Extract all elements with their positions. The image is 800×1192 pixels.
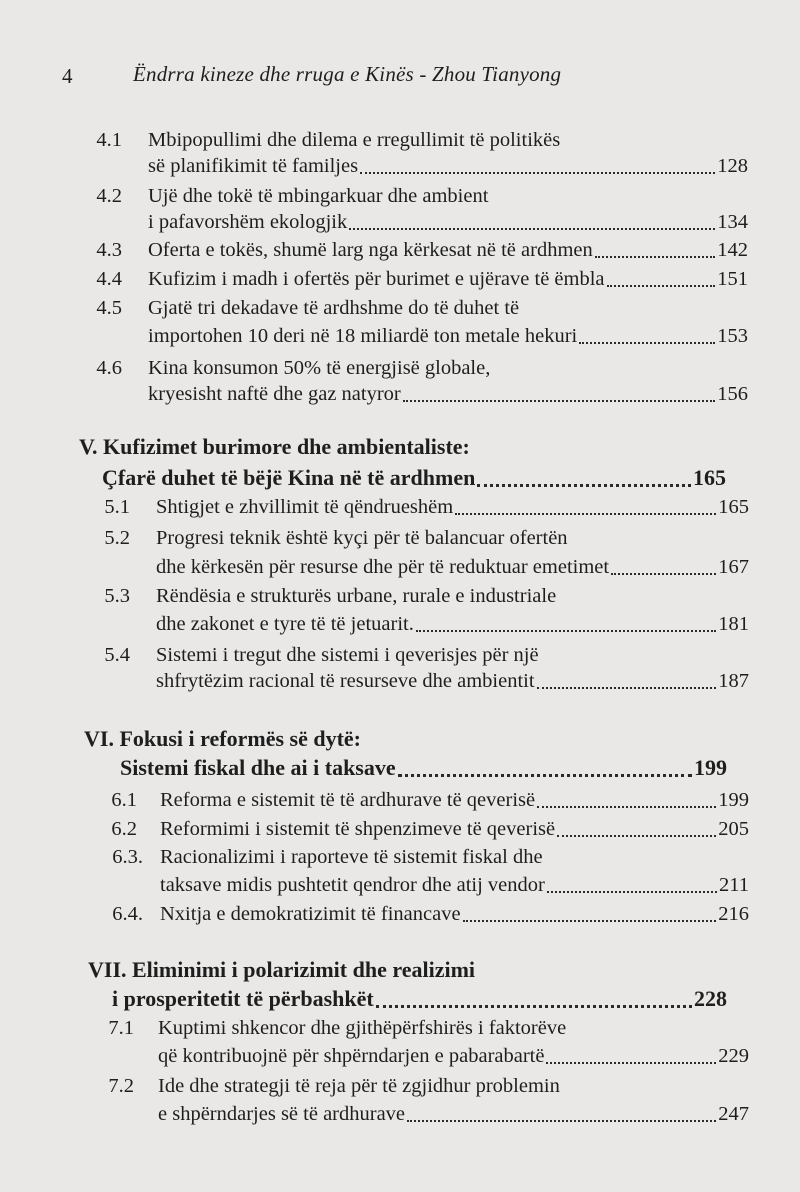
toc-entry-number: 5.1 [104, 496, 130, 518]
toc-entry-number: 5.3 [104, 585, 130, 607]
chapter-page-number: 199 [694, 755, 727, 780]
toc-entry-text: Sistemi i tregut dhe sistemi i qeverisjes për një [156, 644, 539, 666]
toc-entry-4-5-line2[interactable] [148, 322, 748, 350]
toc-entry-4-4[interactable] [96, 265, 748, 293]
toc-page-number: 247 [718, 1103, 749, 1125]
toc-entry-6-1[interactable] [111, 786, 749, 814]
toc-entry-number: 4.4 [96, 268, 122, 290]
toc-entry-5-3-line1 [104, 582, 557, 610]
toc-entry-4-6-line2[interactable] [148, 380, 748, 408]
toc-entry-text: Reforma e sistemit të të ardhurave të qeverisë [160, 789, 536, 811]
toc-entry-7-1-line2[interactable] [158, 1042, 749, 1070]
toc-entry-5-4-line1 [104, 641, 539, 669]
leader-dots [463, 920, 717, 922]
toc-entry-text: kryesisht naftë dhe gaz natyror [148, 383, 401, 405]
leader-dots [557, 835, 716, 837]
toc-entry-5-2-line2[interactable] [156, 553, 749, 581]
toc-entry-number: 6.4. [112, 903, 143, 925]
toc-entry-text: Kuptimi shkencor dhe gjithëpërfshirës i faktorëve [158, 1017, 567, 1039]
toc-entry-5-2-line1 [104, 524, 568, 552]
toc-page-number: 199 [718, 789, 749, 811]
toc-entry-4-5-line1 [96, 294, 520, 322]
toc-entry-text: dhe zakonet e tyre të të jetuarit. [156, 613, 414, 635]
leader-dots [611, 573, 716, 575]
toc-page-number: 187 [718, 670, 749, 692]
toc-entry-number: 6.3. [112, 846, 143, 868]
toc-page-number: 153 [717, 325, 748, 347]
chapter-title: Sistemi fiskal dhe ai i taksave [120, 755, 396, 780]
toc-entry-text: Ujë dhe tokë të mbingarkuar dhe ambient [148, 185, 489, 207]
toc-page-number: 151 [717, 268, 748, 290]
toc-entry-number: 4.1 [96, 129, 122, 151]
toc-page-number: 156 [717, 383, 748, 405]
chapter-7-heading-line1 [88, 955, 475, 985]
leader-dots [547, 891, 717, 893]
running-title: Ëndrra kineze dhe rruga e Kinës - Zhou Tianyong [133, 62, 562, 86]
toc-entry-4-2-line1 [96, 182, 489, 210]
toc-entry-6-3-line1 [112, 843, 543, 871]
toc-page-number: 205 [718, 818, 749, 840]
toc-entry-text: i pafavorshëm ekologjik [148, 211, 348, 233]
toc-entry-text: Ide dhe strategji të reja për të zgjidhur problemin [158, 1075, 560, 1097]
leader-dots [546, 1062, 716, 1064]
toc-entry-text: Gjatë tri dekadave të ardhshme do të duhet të [148, 297, 520, 319]
toc-entry-text: Progresi teknik është kyçi për të balancuar ofertën [156, 527, 568, 549]
toc-entry-text: Nxitja e demokratizimit të financave [160, 903, 461, 925]
toc-page-number: 167 [718, 556, 749, 578]
chapter-5-heading-line1 [79, 432, 470, 462]
toc-entry-text: importohen 10 deri në 18 miliardë ton metale hekuri [148, 325, 578, 347]
toc-entry-text: Kina konsumon 50% të energjisë globale, [148, 357, 491, 379]
chapter-title: Çfarë duhet të bëjë Kina në të ardhmen [102, 465, 476, 490]
leader-dots [407, 1120, 716, 1122]
toc-page-number: 128 [717, 155, 748, 177]
toc-entry-5-4-line2[interactable] [156, 667, 749, 695]
leader-dots [360, 172, 715, 174]
toc-entry-number: 6.1 [111, 789, 137, 811]
toc-entry-text: Mbipopullimi dhe dilema e rregullimit të politikës [148, 129, 561, 151]
toc-entry-text: Reformimi i sistemit të shpenzimeve të qeverisë [160, 818, 556, 840]
leader-dots [376, 1005, 692, 1008]
toc-entry-7-1-line1 [108, 1014, 567, 1042]
leader-dots [537, 687, 717, 689]
page-number: 4 [62, 64, 73, 88]
toc-entry-4-3[interactable] [96, 236, 748, 264]
toc-entry-number: 4.6 [96, 357, 122, 379]
toc-entry-4-2-line2[interactable] [148, 208, 748, 236]
toc-entry-number: 5.4 [104, 644, 130, 666]
toc-entry-text: e shpërndarjes së të ardhurave [158, 1103, 406, 1125]
toc-entry-4-1-line2[interactable] [148, 152, 748, 180]
leader-dots [607, 285, 716, 287]
toc-entry-6-4[interactable] [112, 900, 749, 928]
toc-entry-text: Oferta e tokës, shumë larg nga kërkesat në të ardhmen [148, 239, 593, 261]
toc-page-number: 181 [718, 613, 749, 635]
chapter-page-number: 228 [694, 986, 727, 1011]
toc-entry-text: Shtigjet e zhvillimit të qëndrueshëm [156, 496, 454, 518]
toc-page-number: 142 [717, 239, 748, 261]
chapter-6-heading-line1 [84, 724, 361, 754]
toc-entry-number: 5.2 [104, 527, 130, 549]
toc-entry-4-6-line1 [96, 354, 491, 382]
chapter-5-heading-line2[interactable] [102, 463, 726, 493]
leader-dots [579, 342, 715, 344]
leader-dots [416, 630, 716, 632]
leader-dots [595, 256, 715, 258]
toc-entry-text: shfrytëzim racional të resurseve dhe ambientit [156, 670, 535, 692]
toc-entry-number: 7.2 [108, 1075, 134, 1097]
leader-dots [403, 400, 716, 402]
toc-entry-text: taksave midis pushtetit qendror dhe atij vendor [160, 874, 545, 896]
toc-page-number: 165 [718, 496, 749, 518]
toc-entry-number: 4.3 [96, 239, 122, 261]
toc-entry-7-2-line1 [108, 1072, 560, 1100]
toc-entry-7-2-line2[interactable] [158, 1100, 749, 1128]
toc-entry-6-3-line2[interactable] [160, 871, 749, 899]
leader-dots [349, 228, 715, 230]
toc-entry-text: Rëndësia e strukturës urbane, rurale e industriale [156, 585, 557, 607]
chapter-title: i prosperitetit të përbashkët [112, 986, 374, 1011]
toc-entry-text: Racionalizimi i raporteve të sistemit fiskal dhe [160, 846, 543, 868]
toc-page-number: 134 [717, 211, 748, 233]
toc-entry-5-3-line2[interactable] [156, 610, 749, 638]
toc-entry-number: 6.2 [111, 818, 137, 840]
toc-entry-number: 4.2 [96, 185, 122, 207]
toc-page-number: 229 [718, 1045, 749, 1067]
toc-page-number: 211 [719, 874, 749, 896]
toc-page-number: 216 [718, 903, 749, 925]
toc-entry-text: Kufizim i madh i ofertës për burimet e ujërave të ëmbla [148, 268, 605, 290]
chapter-title: VI. Fokusi i reformës së dytë: [84, 726, 361, 751]
toc-entry-5-1[interactable] [104, 493, 749, 521]
leader-dots [455, 513, 716, 515]
toc-entry-text: dhe kërkesën për resurse dhe për të reduktuar emetimet [156, 556, 610, 578]
leader-dots [398, 774, 692, 777]
chapter-6-heading-line2[interactable] [120, 753, 727, 783]
chapter-7-heading-line2[interactable] [112, 984, 727, 1014]
toc-entry-number: 4.5 [96, 297, 122, 319]
toc-entry-text: së planifikimit të familjes [148, 155, 359, 177]
leader-dots [537, 806, 716, 808]
leader-dots [477, 484, 691, 487]
chapter-title: VII. Eliminimi i polarizimit dhe realizimi [88, 957, 476, 982]
chapter-title: V. Kufizimet burimore dhe ambientaliste: [79, 434, 470, 459]
toc-entry-text: që kontribuojnë për shpërndarjen e pabarabartë [158, 1045, 545, 1067]
chapter-page-number: 165 [693, 465, 726, 490]
toc-entry-4-1-line1 [96, 126, 561, 154]
toc-entry-6-2[interactable] [111, 815, 749, 843]
toc-entry-number: 7.1 [108, 1017, 134, 1039]
